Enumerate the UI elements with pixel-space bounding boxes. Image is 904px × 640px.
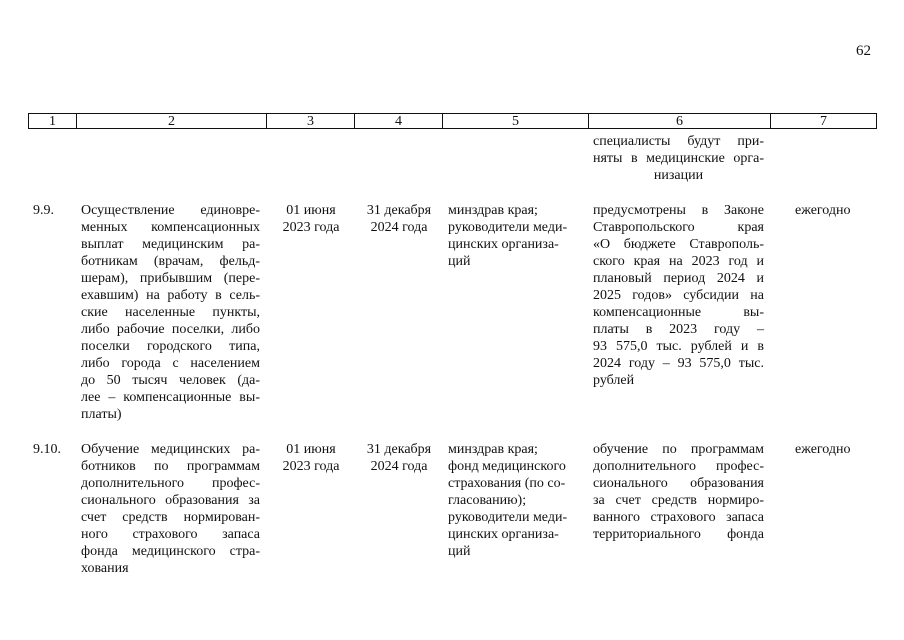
text-line: платы): [81, 407, 122, 422]
text-line: «О бюджете Ставрополь-: [593, 237, 764, 252]
table-header: [28, 113, 877, 129]
header-col-6: 6: [589, 114, 771, 128]
text-line: менных компенсационных: [81, 220, 260, 235]
text-line: плановый период 2024 и: [593, 271, 764, 286]
header-col-1: 1: [29, 114, 77, 128]
text-line: ботникам (врачам, фельд-: [81, 254, 260, 269]
text-line: сионального образования за: [81, 493, 260, 508]
end-date: [358, 441, 440, 475]
text-line: Обучение медицинских ра-: [81, 442, 260, 457]
end-date: [358, 202, 440, 236]
text-line: ского края на 2023 год и: [593, 254, 764, 269]
text-line: Ставропольского края: [593, 220, 764, 235]
text-line: дополнительного профес-: [81, 476, 260, 491]
text-line: за счет средств нормиро-: [593, 493, 764, 508]
text-line: ботников по программам: [81, 459, 260, 474]
text-line: лее – компенсационные вы-: [81, 390, 260, 405]
frequency: ежегодно: [795, 442, 851, 457]
text-line: выплат медицинским ра-: [81, 237, 260, 252]
text-line: ций: [448, 254, 471, 269]
row-number: 9.9.: [33, 203, 54, 218]
text-line: платы в 2023 году –: [593, 322, 764, 337]
expected-result: [593, 441, 764, 543]
text-line: специалисты будут при-: [593, 134, 764, 149]
text-line: сионального образования: [593, 476, 764, 491]
responsible: [448, 202, 578, 270]
text-line: 31 декабря: [366, 203, 432, 218]
text-line: либо города с населением: [81, 356, 260, 371]
text-line: ехавшим) на работу в сель-: [81, 288, 260, 303]
text-line: 2025 годов» субсидии на: [593, 288, 764, 303]
text-line: фонда медицинского стра-: [81, 544, 260, 559]
text-line: 01 июня: [286, 203, 336, 218]
text-line: до 50 тысяч человек (да-: [81, 373, 260, 388]
row-description: [81, 202, 260, 423]
header-col-5: 5: [443, 114, 589, 128]
text-line: 31 декабря: [366, 442, 432, 457]
page-number: 62: [856, 43, 871, 59]
row-description: [81, 441, 260, 577]
text-line: руководители меди-: [448, 510, 568, 525]
text-line: 93 575,0 тыс. рублей и в: [593, 339, 764, 354]
text-line: фонд медицинского: [448, 459, 566, 474]
row-number: 9.10.: [33, 442, 61, 457]
text-line: Осуществление единовре-: [81, 203, 260, 218]
start-date: [271, 441, 351, 475]
text-line: минздрав края;: [448, 442, 538, 457]
text-line: ские населенные пункты,: [81, 305, 260, 320]
text-line: 2024 года: [370, 459, 428, 474]
text-line: предусмотрены в Законе: [593, 203, 764, 218]
header-col-7: 7: [820, 114, 827, 129]
text-line: ванного страхового запаса: [593, 510, 764, 525]
text-line: 2023 года: [282, 220, 340, 235]
text-line: ного страхового запаса: [81, 527, 260, 542]
header-col-2: 2: [77, 114, 267, 128]
text-line: няты в медицинские орга-: [593, 151, 764, 166]
text-line: гласованию);: [448, 493, 527, 508]
text-line: дополнительного профес-: [593, 459, 764, 474]
text-line: страхования (по со-: [448, 476, 566, 491]
text-line: либо рабочие поселки, либо: [81, 322, 260, 337]
text-line: 2024 году – 93 575,0 тыс.: [593, 356, 764, 371]
text-line: 2023 года: [282, 459, 340, 474]
text-line: компенсационные вы-: [593, 305, 764, 320]
start-date: [271, 202, 351, 236]
text-line: 01 июня: [286, 442, 336, 457]
text-line: обучение по программам: [593, 442, 764, 457]
expected-result: [593, 202, 764, 389]
text-line: цинских организа-: [448, 237, 559, 252]
text-line: ций: [448, 544, 471, 559]
text-line: хования: [81, 561, 129, 576]
text-line: шерам), прибывшим (пере-: [81, 271, 260, 286]
text-line: цинских организа-: [448, 527, 559, 542]
text-line: поселки городского типа,: [81, 339, 260, 354]
text-line: счет средств нормирован-: [81, 510, 260, 525]
responsible: [448, 441, 578, 560]
header-col-3: 3: [267, 114, 355, 128]
continuation-cell: [593, 133, 764, 184]
text-line: руководители меди-: [448, 220, 568, 235]
text-line: территориального фонда: [593, 527, 764, 542]
frequency: ежегодно: [795, 203, 851, 218]
header-col-4: 4: [355, 114, 443, 128]
text-line: низации: [653, 168, 704, 183]
text-line: минздрав края;: [448, 203, 538, 218]
text-line: 2024 года: [370, 220, 428, 235]
text-line: рублей: [593, 373, 635, 388]
